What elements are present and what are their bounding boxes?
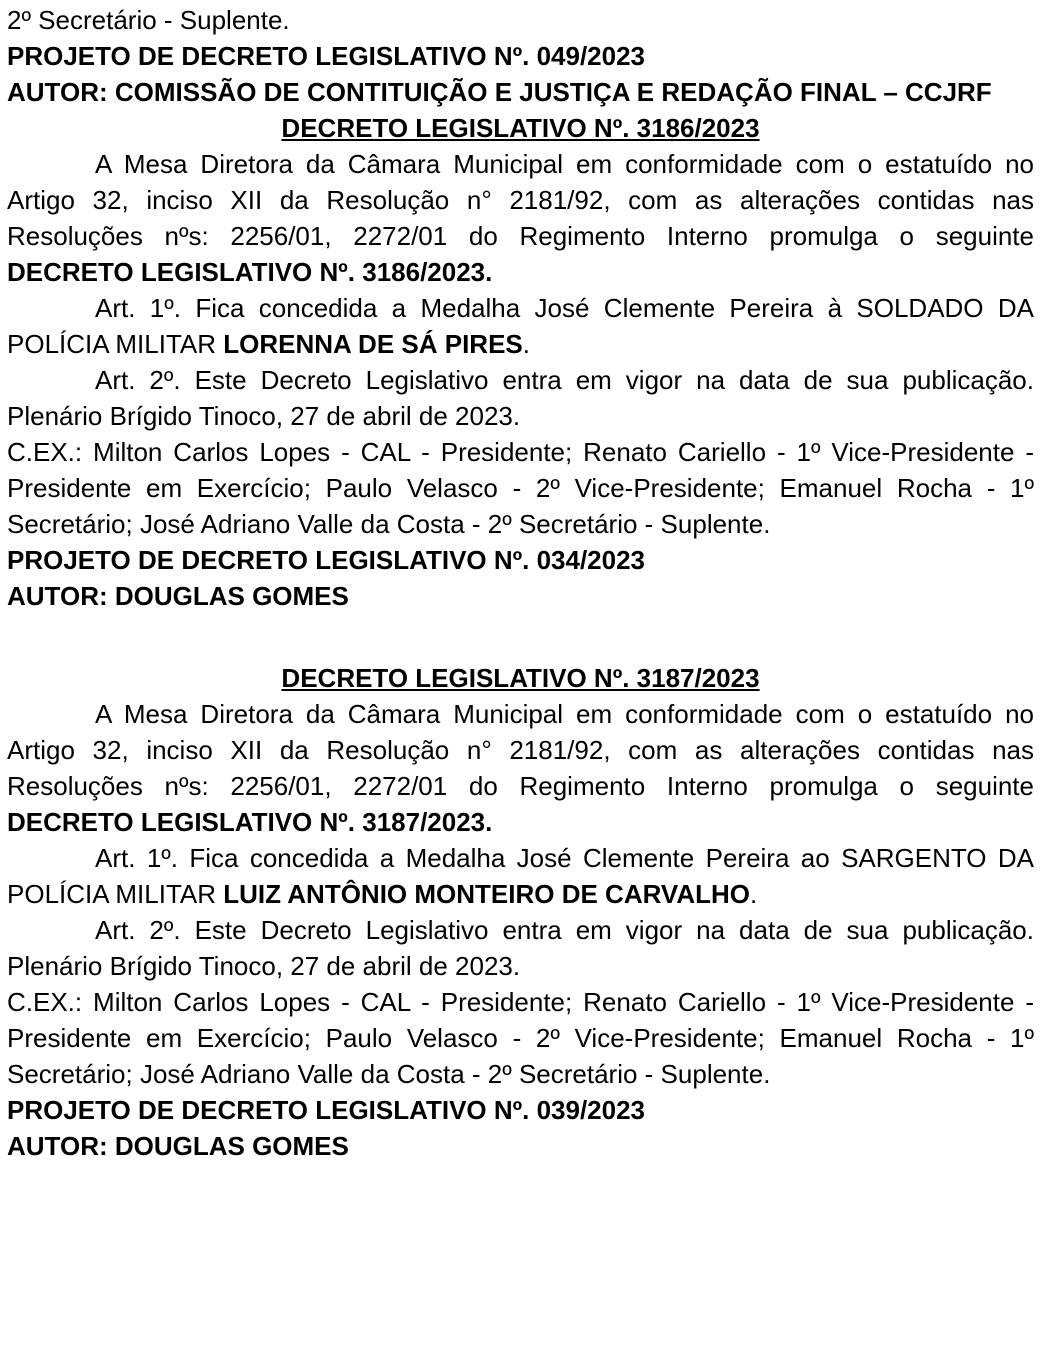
author-line: AUTOR: DOUGLAS GOMES [7,1131,349,1161]
preamble-text: A Mesa Diretora da Câmara Municipal em conformidade com o estatuído no Artigo 32, inciso XII da Resolução n° 2181/92, com as alterações contidas nas Resoluções nºs: 2256/01, 2272/01 do Regimento Interno promulga o seguinte [7,699,1034,801]
article-1-paragraph [7,840,1034,912]
preamble-text: A Mesa Diretora da Câmara Municipal em conformidade com o estatuído no Artigo 32, inciso XII da Resolução n° 2181/92, com as alterações contidas nas Resoluções nºs: 2256/01, 2272/01 do Regimento Interno promulga o seguinte [7,149,1034,251]
decree-heading [7,660,1034,696]
carryover-signature-line: 2º Secretário - Suplente. [7,5,290,35]
article-1-honoree-name: LUIZ ANTÔNIO MONTEIRO DE CARVALHO [223,879,750,909]
article-1-period: . [522,329,531,359]
project-title: PROJETO DE DECRETO LEGISLATIVO Nº. 039/2023 [7,1095,646,1125]
decree-heading-text: DECRETO LEGISLATIVO Nº. 3187/2023 [281,663,760,693]
article-1-text: Art. 1º. Fica concedida a Medalha José Clemente Pereira à SOLDADO DA POLÍCIA MILITAR [7,293,1034,359]
project-title: PROJETO DE DECRETO LEGISLATIVO Nº. 034/2023 [7,545,646,575]
preamble-paragraph [7,146,1034,290]
preamble-decree-reference: DECRETO LEGISLATIVO Nº. 3186/2023. [7,257,493,287]
author-line: AUTOR: COMISSÃO DE CONTITUIÇÃO E JUSTIÇA E REDAÇÃO FINAL – CCJRF [7,77,992,107]
project-title: PROJETO DE DECRETO LEGISLATIVO Nº. 049/2023 [7,41,646,71]
preamble-paragraph [7,696,1034,840]
author-line: AUTOR: DOUGLAS GOMES [7,581,349,611]
signatures-paragraph: C.EX.: Milton Carlos Lopes - CAL - Presidente; Renato Cariello - 1º Vice-Presidente - Presidente em Exercício; Paulo Velasco - 2º Vice-Presidente; Emanuel Rocha - 1º Secretário; José Adriano Valle da Costa - 2º Secretário - Suplente. [7,437,1034,539]
article-1-honoree-name: LORENNA DE SÁ PIRES [223,329,523,359]
decree-heading-text: DECRETO LEGISLATIVO Nº. 3186/2023 [281,113,760,143]
decree-section-3186 [7,38,1034,542]
article-1-period: . [749,879,758,909]
article-2-paragraph: Art. 2º. Este Decreto Legislativo entra em vigor na data de sua publicação. Plenário Brígido Tinoco, 27 de abril de 2023. [7,915,1034,981]
article-2-paragraph: Art. 2º. Este Decreto Legislativo entra em vigor na data de sua publicação. Plenário Brígido Tinoco, 27 de abril de 2023. [7,365,1034,431]
article-1-text: Art. 1º. Fica concedida a Medalha José Clemente Pereira ao SARGENTO DA POLÍCIA MILITAR [7,843,1034,909]
decree-section-3187 [7,542,1034,1092]
next-project-header [7,1092,1034,1164]
article-1-paragraph [7,290,1034,362]
signatures-paragraph: C.EX.: Milton Carlos Lopes - CAL - Presidente; Renato Cariello - 1º Vice-Presidente - Presidente em Exercício; Paulo Velasco - 2º Vice-Presidente; Emanuel Rocha - 1º Secretário; José Adriano Valle da Costa - 2º Secretário - Suplente. [7,987,1034,1089]
decree-heading [7,110,1034,146]
preamble-decree-reference: DECRETO LEGISLATIVO Nº. 3187/2023. [7,807,493,837]
